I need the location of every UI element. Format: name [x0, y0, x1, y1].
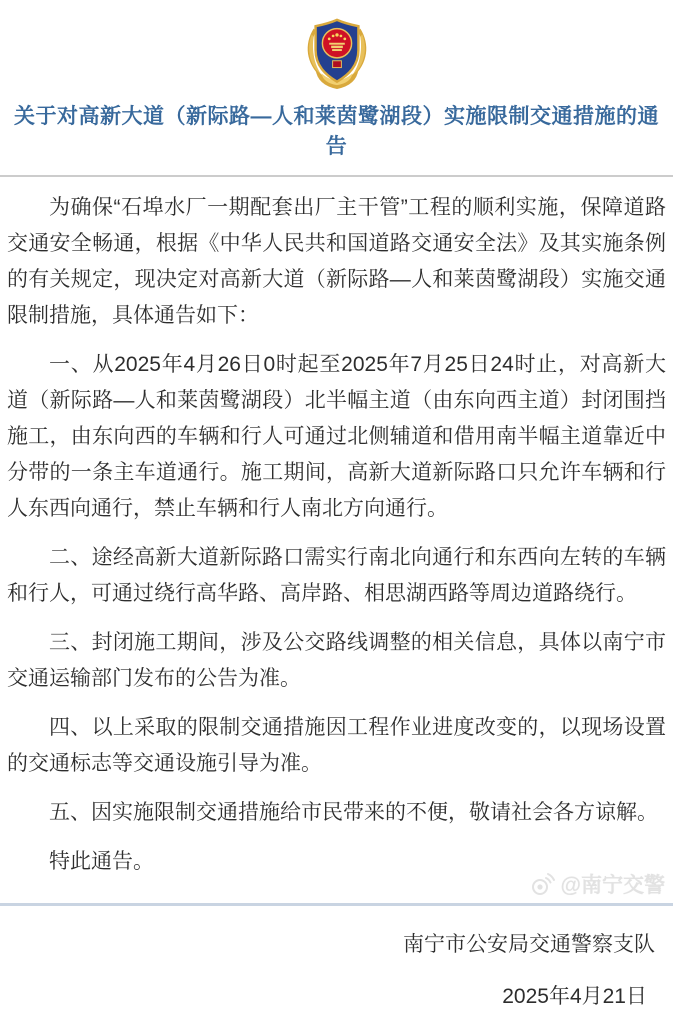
- paragraph-intro: 为确保“石埠水厂一期配套出厂主干管”工程的顺利实施，保障道路交通安全畅通，根据《中华人民共和国道路交通安全法》及其实施条例的有关规定，现决定对高新大道（新际路—人和莱茵鹭湖段）实施交通限制措施，具体通告如下：: [7, 195, 666, 327]
- bottom-border-line: [0, 903, 673, 906]
- paragraph-item-4: 四、以上采取的限制交通措施因工程作业进度改变的，以现场设置的交通标志等交通设施引导为准。: [7, 715, 666, 775]
- paragraph-item-3: 三、封闭施工期间，涉及公交路线调整的相关信息，具体以南宁市交通运输部门发布的公告为准。: [7, 630, 666, 690]
- paragraph-item-5: 五、因实施限制交通措施给市民带来的不便，敬请社会各方谅解。: [49, 800, 658, 824]
- paragraph-closing: 特此通告。: [49, 849, 154, 873]
- notice-body: [7, 190, 666, 880]
- emblem-container: [0, 0, 673, 91]
- police-badge-icon: [300, 13, 374, 91]
- weibo-icon: [530, 871, 556, 897]
- watermark-text: @南宁交警: [560, 874, 665, 897]
- paragraph-item-1: 一、从2025年4月26日0时起至2025年7月25日24时止，对高新大道（新际路—人和莱茵鹭湖段）北半幅主道（由东向西主道）封闭围挡施工，由东向西的车辆和行人可通过北侧辅道和借用南半幅主道靠近中分带的一条主车道通行。施工期间，高新大道新际路口只允许车辆和行人东西向通行，禁止车辆和行人南北方向通行。: [7, 352, 666, 520]
- signature-org: 南宁市公安局交通警察支队: [403, 932, 655, 956]
- signature-date: 2025年4月21日: [502, 984, 647, 1008]
- paragraph-item-2: 二、途经高新大道新际路口需实行南北向通行和东西向左转的车辆和行人，可通过绕行高华路、高岸路、相思湖西路等周边道路绕行。: [7, 545, 666, 605]
- watermark: [530, 869, 665, 899]
- notice-title: 关于对高新大道（新际路—人和莱茵鹭湖段）实施限制交通措施的通告: [14, 105, 659, 159]
- title-divider: [0, 175, 673, 177]
